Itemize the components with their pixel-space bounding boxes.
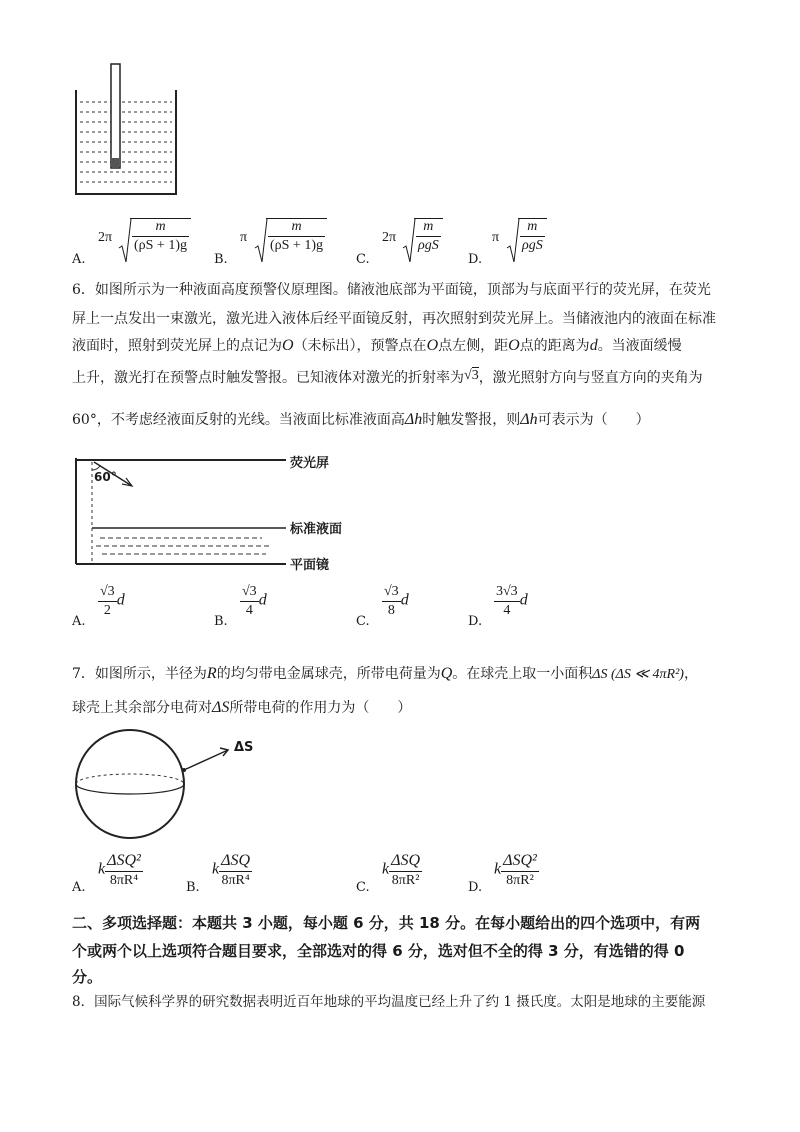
- numerator: ΔSQ²: [501, 852, 539, 872]
- section-2-line-3: 分。: [72, 968, 103, 986]
- denominator: 2: [103, 603, 111, 618]
- q6-text-line-3: 液面时，照射到荧光屏上的点记为O（未标出），预警点在O点左侧，距O点的距离为d。当液面缓慢: [72, 337, 682, 354]
- q6-text-line-5: 60°，不考虑经液面反射的光线。当液面比标准液面高Δh时触发警报，则Δh可表示为（ ）: [72, 411, 650, 428]
- coefficient: 2π: [98, 230, 113, 245]
- option-letter: C.: [356, 614, 370, 629]
- coefficient: π: [492, 230, 500, 245]
- screen-label: 荧光屏: [290, 456, 330, 471]
- symbol-r: R: [206, 665, 217, 682]
- q7-option-c[interactable]: [356, 852, 486, 898]
- q5-option-b[interactable]: [214, 218, 354, 268]
- option-letter: D.: [468, 252, 483, 267]
- q6-text-line-2: 屏上一点发出一束激光，激光进入液体后经平面镜反射，再次照射到荧光屏上。当储液池内的液面在标准: [72, 311, 716, 327]
- denominator: (ρS + 1)g: [134, 238, 187, 253]
- numerator: ΔSQ: [389, 852, 422, 872]
- denominator: (ρS + 1)g: [270, 238, 323, 253]
- q8-text-line-1: 8．国际气候科学界的研究数据表明近百年地球的平均温度已经上升了约 1 摄氏度。太阳是地球的主要能源: [72, 994, 706, 1010]
- denominator: ρgS: [418, 238, 439, 253]
- numerator: m: [416, 219, 441, 237]
- option-letter: A.: [72, 880, 86, 895]
- option-letter: B.: [186, 880, 200, 895]
- q5-option-d[interactable]: [468, 218, 588, 268]
- coefficient: 2π: [382, 230, 397, 245]
- option-letter: C.: [356, 880, 370, 895]
- option-letter: C.: [356, 252, 370, 267]
- variable: d: [258, 591, 267, 609]
- q6-option-a[interactable]: [72, 582, 192, 630]
- q6-text-line-1: 6．如图所示为一种液面高度预警仪原理图。储液池底部为平面镜，顶部为与底面平行的荧光屏，在荧光: [72, 282, 711, 298]
- numerator: ΔSQ²: [105, 852, 143, 872]
- q5-option-c[interactable]: [356, 218, 476, 268]
- option-letter: B.: [214, 614, 228, 629]
- denominator: 8πR⁴: [221, 873, 250, 888]
- q7-text-line-1: 7．如图所示，半径为R的均匀带电金属球壳，所带电荷量为Q。在球壳上取一小面积ΔS (ΔS ≪ 4πR²)，: [72, 665, 698, 682]
- symbol-q: Q: [440, 665, 453, 682]
- q6-text-line-4: 上升，激光打在预警点时触发警报。已知液体对激光的折射率为√3，激光照射方向与竖直方向的夹角为: [72, 368, 703, 386]
- numerator: 3√3: [494, 584, 520, 602]
- option-letter: A.: [72, 252, 86, 267]
- section-2-line-1: 二、多项选择题：本题共 3 小题，每小题 6 分，共 18 分。在每小题给出的四个选项中，有两: [72, 914, 701, 932]
- option-letter: A.: [72, 614, 86, 629]
- numerator: √3: [382, 584, 401, 602]
- denominator: 4: [245, 603, 253, 618]
- option-letter: B.: [214, 252, 228, 267]
- constant-k: k: [98, 860, 106, 878]
- symbol-o: O: [282, 337, 294, 354]
- q5-figure: [72, 60, 182, 200]
- denominator: ρgS: [522, 238, 543, 253]
- q6-option-c[interactable]: [356, 582, 476, 630]
- symbol-delta-h: Δh: [404, 411, 423, 428]
- numerator: ΔSQ: [219, 852, 252, 872]
- q6-option-b[interactable]: [214, 582, 334, 630]
- denominator: 8πR²: [506, 873, 534, 888]
- delta-s-label: ΔS: [234, 740, 254, 755]
- q5-option-a[interactable]: [72, 218, 212, 268]
- numerator: m: [268, 219, 325, 237]
- variable: d: [519, 591, 528, 609]
- option-letter: D.: [468, 614, 483, 629]
- symbol-d: d: [589, 337, 598, 354]
- denominator: 8πR²: [391, 873, 420, 888]
- numerator: √3: [240, 584, 259, 602]
- variable: d: [400, 591, 409, 609]
- symbol-delta-s: ΔS: [212, 699, 230, 716]
- constant-k: k: [494, 860, 502, 878]
- constant-k: k: [382, 860, 390, 878]
- q7-option-a[interactable]: [72, 852, 202, 898]
- surface-label: 标准液面: [290, 522, 343, 537]
- constant-k: k: [212, 860, 220, 878]
- denominator: 8πR⁴: [109, 873, 139, 888]
- option-letter: D.: [468, 880, 483, 895]
- q7-option-b[interactable]: [186, 852, 316, 898]
- numerator: m: [520, 219, 545, 237]
- area-condition: ΔS (ΔS ≪ 4πR²): [592, 667, 684, 682]
- q7-option-d[interactable]: [468, 852, 598, 898]
- numerator: m: [132, 219, 189, 237]
- denominator: 8: [387, 603, 395, 618]
- denominator: 4: [503, 603, 511, 618]
- variable: d: [116, 591, 125, 609]
- q7-text-line-2: 球壳上其余部分电荷对ΔS所带电荷的作用力为（ ）: [72, 699, 412, 716]
- numerator: √3: [98, 584, 117, 602]
- angle-label: 60°: [94, 470, 117, 484]
- section-2-line-2: 个或两个以上选项符合题目要求，全部选对的得 6 分，选对但不全的得 3 分，有选错的得 0: [72, 942, 685, 960]
- q6-option-d[interactable]: [468, 582, 588, 630]
- coefficient: π: [240, 230, 248, 245]
- mirror-label: 平面镜: [290, 558, 330, 573]
